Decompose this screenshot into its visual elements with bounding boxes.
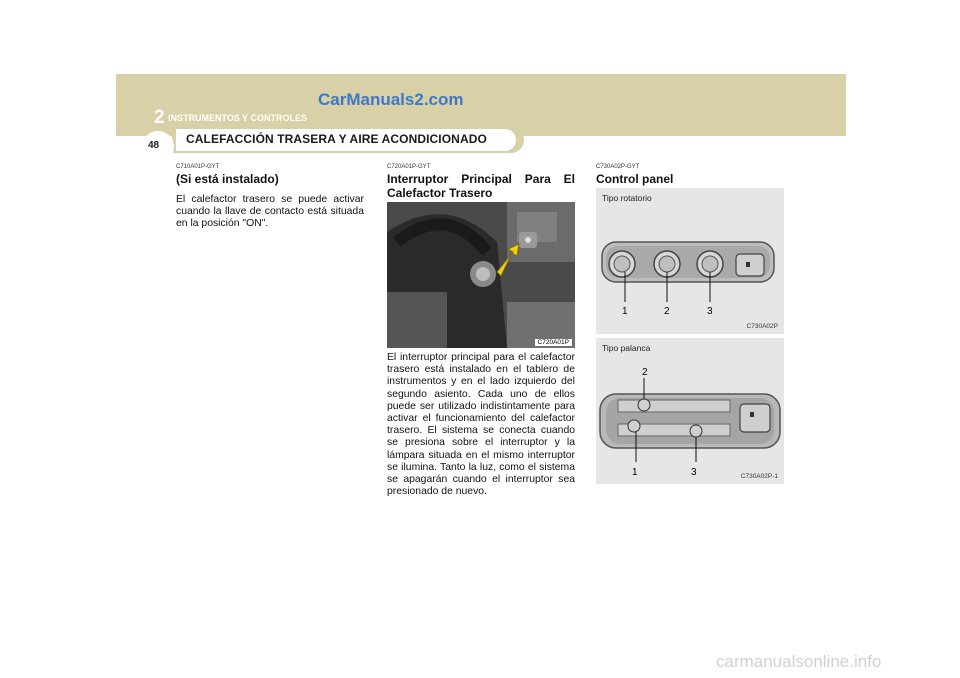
- chapter-title: INSTRUMENTOS Y CONTROLES: [168, 113, 308, 123]
- lever-callout-2: 2: [642, 367, 648, 378]
- lever-code: C730A02P-1: [740, 473, 778, 480]
- col2-code: C720A01P-GYT: [387, 164, 431, 170]
- rotary-code: C730A02P: [746, 323, 778, 330]
- lever-callout-1: 1: [632, 467, 638, 478]
- lever-callout-3: 3: [691, 467, 697, 478]
- lever-control-panel: [596, 338, 784, 484]
- col2-heading: Interruptor Principal Para El Calefactor Trasero: [387, 172, 575, 200]
- lever-label: Tipo palanca: [602, 343, 651, 353]
- col3-heading: Control panel: [596, 172, 674, 186]
- rotary-callout-1: 1: [622, 306, 628, 317]
- rotary-label: Tipo rotatorio: [602, 193, 652, 203]
- rotary-diagram: [596, 188, 784, 334]
- rotary-callout-3: 3: [707, 306, 713, 317]
- watermark-link[interactable]: CarManuals2.com: [318, 90, 464, 109]
- heater-switch-photo: [387, 202, 575, 348]
- footer-watermark: carmanualsonline.info: [716, 652, 882, 671]
- col3-code: C730A02P-GYT: [596, 164, 640, 170]
- col1-code: C710A01P-GYT: [176, 164, 220, 170]
- section-title: CALEFACCIÓN TRASERA Y AIRE ACONDICIONADO: [186, 132, 487, 146]
- rotary-callout-2: 2: [664, 306, 670, 317]
- rotary-control-panel: [596, 188, 784, 334]
- col2-body: El interruptor principal para el calefactor trasero está instalado en el tablero de instrumentos y en el lado izquierdo del segundo asiento. Cada uno de ellos puede ser utilizado indistintamente para activar el funcionamiento del calefactor trasero. El sistema se conecta cuando se presiona sobre el interruptor y la lámpara situada en el mismo interruptor se ilumina. Tanto la luz, como el sistema se apagarán cuando el interruptor sea presionado de nuevo.: [387, 352, 575, 498]
- col1-heading: (Si está instalado): [176, 172, 279, 186]
- page-number: 48: [148, 140, 160, 151]
- col1-body: El calefactor trasero se puede activar cuando la llave de contacto está situada en la posición "ON".: [176, 194, 364, 230]
- photo-caption: C720A01P: [535, 339, 572, 346]
- lever-diagram: [596, 338, 784, 484]
- chapter-number: 2: [154, 107, 165, 128]
